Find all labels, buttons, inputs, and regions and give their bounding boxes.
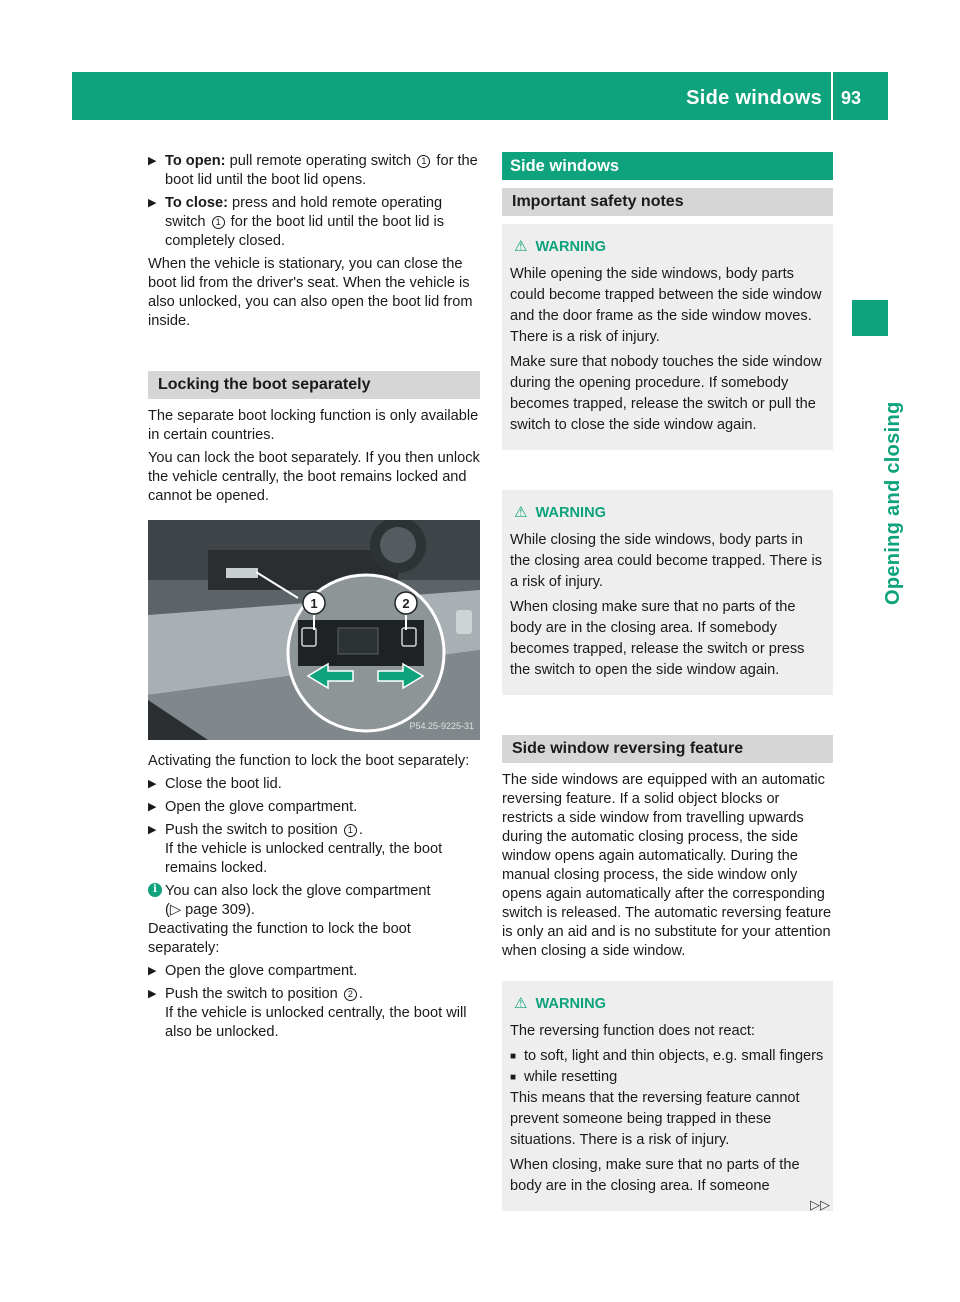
info-icon: i: [148, 883, 162, 897]
close-step-label: To close:: [165, 195, 228, 211]
header-divider: [831, 72, 833, 120]
glove-compartment-figure: [148, 520, 480, 740]
right-column: [502, 152, 833, 1211]
step-arrow-icon: ▶: [148, 801, 157, 813]
warning-title-text: WARNING: [535, 505, 606, 521]
continuation-mark-icon: ▷▷: [810, 1197, 830, 1212]
side-tab-marker: [852, 300, 888, 336]
deactivate-step-1: [148, 962, 480, 981]
warning-title-text: WARNING: [535, 996, 606, 1012]
step-arrow-icon: ▶: [148, 824, 157, 836]
warning-2-paragraph-2: When closing make sure that no parts of the body are in the closing area. If somebody becomes trapped, release the switch or press the switch to open the side window again.: [510, 599, 805, 678]
deactivate-step-1-text: Open the glove compartment.: [165, 963, 358, 979]
deactivate-step-2: [148, 985, 480, 1042]
warning-box-1: [502, 224, 833, 450]
section-title: Side windows: [502, 152, 833, 180]
left-column: [148, 152, 480, 1046]
activate-step-2: [148, 798, 480, 817]
warning-box-2: [502, 490, 833, 695]
info-note: [148, 882, 480, 920]
warning-title: [510, 236, 825, 258]
warning-2-paragraph-1: While closing the side windows, body parts in the closing area could become trapped. There is a risk of injury.: [510, 532, 823, 590]
figure-callout-1: 1: [310, 596, 318, 611]
side-tab-label: Opening and closing: [882, 401, 904, 605]
activate-step-1-text: Close the boot lid.: [165, 776, 282, 792]
step-arrow-icon: ▶: [148, 155, 157, 167]
callout-1-icon: 1: [344, 824, 357, 837]
warning-3-bullet-1-text: to soft, light and thin objects, e.g. small fingers: [524, 1048, 824, 1064]
locking-heading: Locking the boot separately: [148, 371, 480, 399]
warning-1-paragraph-1: While opening the side windows, body parts could become trapped between the side window and the door frame as the side window moves. There is a risk of injury.: [510, 266, 822, 345]
warning-3-paragraph-2: When closing, make sure that no parts of the body are in the closing area. If someone: [510, 1157, 800, 1194]
bullet-icon: ■: [510, 1072, 517, 1083]
warning-3-bullet-1: [510, 1046, 825, 1067]
activate-step-3-text: Push the switch to position: [165, 822, 338, 838]
warning-3-bullet-2: [510, 1067, 825, 1088]
reversing-heading: Side window reversing feature: [502, 735, 833, 763]
info-text: You can also lock the glove compartment: [165, 883, 431, 899]
activate-step-3-punct: .: [358, 822, 363, 838]
step-arrow-icon: ▶: [148, 197, 157, 209]
callout-2-icon: 2: [344, 988, 357, 1001]
warning-title-text: WARNING: [535, 239, 606, 255]
reversing-paragraph: The side windows are equipped with an automatic reversing feature. If a solid object blocks or restricts a side window from travelling upwards during the automatic closing process, the side window opens again automatically. During the manual closing process, the side window only opens again automatically after the corresponding switch is released. The automatic reversing feature is only an aid and is no substitute for your attention when closing a side window.: [502, 772, 832, 959]
page-number: 93: [841, 88, 862, 108]
locking-paragraph-2: You can lock the boot separately. If you then unlock the vehicle centrally, the boot remains locked and cannot be opened.: [148, 450, 480, 504]
stationary-note: When the vehicle is stationary, you can close the boot lid from the driver's seat. When the vehicle is also unlocked, you can also open the boot lid from inside.: [148, 256, 473, 329]
bullet-icon: ■: [510, 1051, 517, 1062]
warning-box-3: [502, 981, 833, 1211]
warning-3-intro: The reversing function does not react:: [510, 1023, 755, 1039]
figure-callout-2: 2: [402, 596, 410, 611]
open-step-text: pull remote operating switch: [229, 153, 412, 169]
open-step-label: To open:: [165, 153, 226, 169]
activate-step-3-result: If the vehicle is unlocked centrally, the boot remains locked.: [165, 841, 443, 876]
close-step-text: press and hold remote operating switch: [165, 195, 443, 230]
warning-1-paragraph-2: Make sure that nobody touches the side window during the opening procedure. If somebody becomes trapped, release the switch or pull the switch to close the side window again.: [510, 354, 822, 433]
warning-triangle-icon: ⚠: [514, 504, 528, 521]
open-step: [148, 152, 480, 190]
warning-triangle-icon: ⚠: [514, 995, 528, 1012]
deactivate-step-2-result: If the vehicle is unlocked centrally, the boot will also be unlocked.: [165, 1005, 467, 1040]
warning-title: [510, 502, 825, 524]
locking-paragraph-1: The separate boot locking function is only available in certain countries.: [148, 408, 479, 443]
side-tab: [847, 345, 904, 605]
activate-step-2-text: Open the glove compartment.: [165, 799, 358, 815]
deactivate-step-2-punct: .: [358, 986, 363, 1002]
step-arrow-icon: ▶: [148, 965, 157, 977]
deactivating-intro: Deactivating the function to lock the boot separately:: [148, 921, 411, 956]
glove-compartment-illustration: [148, 520, 480, 740]
step-arrow-icon: ▶: [148, 778, 157, 790]
safety-heading: Important safety notes: [502, 188, 833, 216]
activating-intro: Activating the function to lock the boot separately:: [148, 753, 470, 769]
open-step-text-after: for the boot lid until the boot lid opens.: [165, 153, 478, 188]
page-reference-link[interactable]: (▷ page 309).: [165, 902, 255, 918]
callout-1-icon: 1: [417, 155, 430, 168]
activate-step-3: [148, 821, 480, 878]
callout-1-icon: 1: [212, 216, 225, 229]
figure-code: P54.25-9225-31: [409, 721, 474, 731]
close-step: [148, 194, 480, 251]
step-arrow-icon: ▶: [148, 988, 157, 1000]
warning-triangle-icon: ⚠: [514, 238, 528, 255]
activate-step-1: [148, 775, 480, 794]
close-step-text-after: for the boot lid until the boot lid is completely closed.: [165, 214, 445, 249]
warning-3-paragraph-1: This means that the reversing feature cannot prevent someone being trapped in these situations. There is a risk of injury.: [510, 1090, 800, 1148]
warning-title: [510, 993, 825, 1015]
header-title: Side windows: [686, 87, 822, 109]
warning-3-bullet-2-text: while resetting: [524, 1069, 618, 1085]
deactivate-step-2-text: Push the switch to position: [165, 986, 338, 1002]
